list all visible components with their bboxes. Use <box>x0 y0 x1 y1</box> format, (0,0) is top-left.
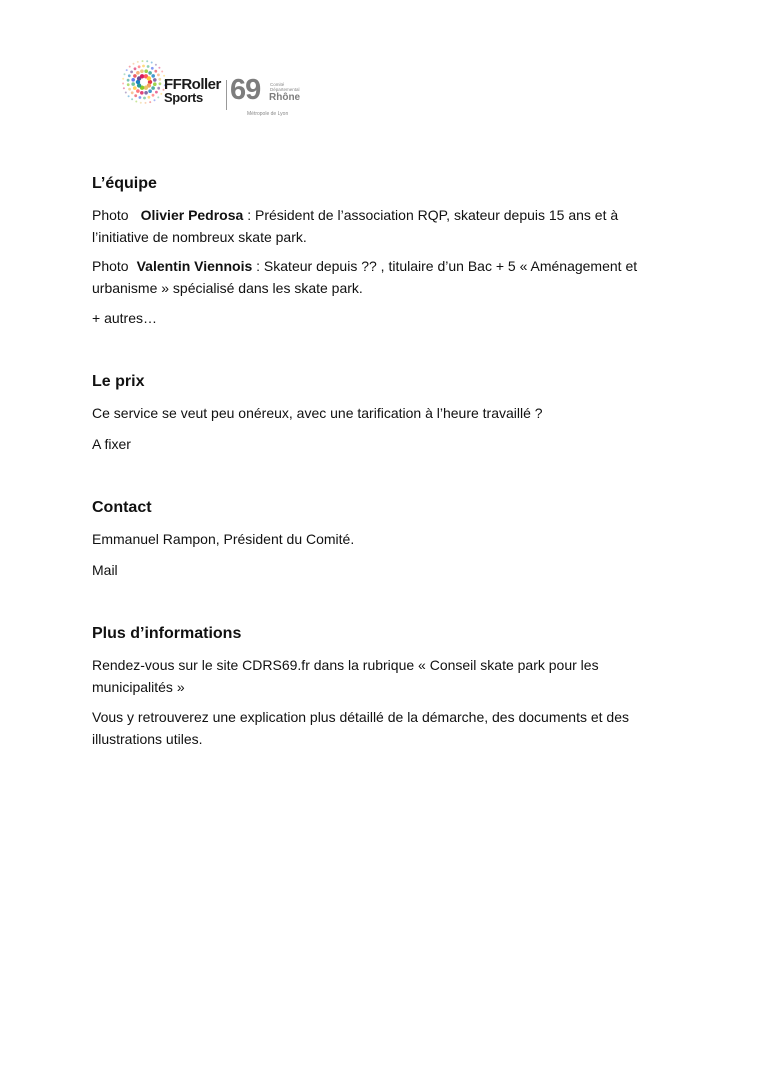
team-others: + autres… <box>92 310 157 326</box>
prix-text-2: A fixer <box>92 436 131 452</box>
heading-plus-informations: Plus d’informations <box>92 625 242 642</box>
logo-brand-line1: FFRoller <box>164 76 221 93</box>
member-description: : Président de l’association RQP, skateur depuis 15 ans et à l’initiative de nombreux skate park. <box>92 207 619 245</box>
logo-divider <box>226 80 227 110</box>
infos-text-2: Vous y retrouverez une explication plus détaillé de la démarche, des documents et des illustrations utiles. <box>92 709 629 747</box>
contact-text-1: Emmanuel Rampon, Président du Comité. <box>92 531 355 547</box>
member-name: Olivier Pedrosa <box>140 207 244 223</box>
logo-region: Rhône <box>269 92 301 103</box>
photo-label: Photo <box>92 258 129 274</box>
member-description: : Skateur depuis ?? , titulaire d’un Bac + 5 « Aménagement et urbanisme » spécialisé dans les skate park. <box>92 258 638 296</box>
member-name: Valentin Viennois <box>136 258 253 274</box>
logo-comite-text: Comité Départemental <box>270 82 300 92</box>
ffroller-sports-69-logo <box>118 52 318 126</box>
infos-text-1: Rendez-vous sur le site CDRS69.fr dans la rubrique « Conseil skate park pour les municipalités » <box>92 657 599 695</box>
heading-contact: Contact <box>92 499 152 516</box>
prix-text-1: Ce service se veut peu onéreux, avec une tarification à l’heure travaillé ? <box>92 405 543 421</box>
logo-burst-icon <box>118 52 168 126</box>
team-member-1 <box>92 205 652 248</box>
contact-text-2: Mail <box>92 562 118 578</box>
logo-brand-line2: Sports <box>164 90 203 105</box>
heading-prix: Le prix <box>92 373 145 390</box>
logo-metro: Métropole de Lyon <box>247 111 289 117</box>
team-member-2 <box>92 256 652 299</box>
photo-label: Photo <box>92 207 129 223</box>
heading-equipe: L’équipe <box>92 175 157 192</box>
logo-number: 69 <box>230 74 261 106</box>
